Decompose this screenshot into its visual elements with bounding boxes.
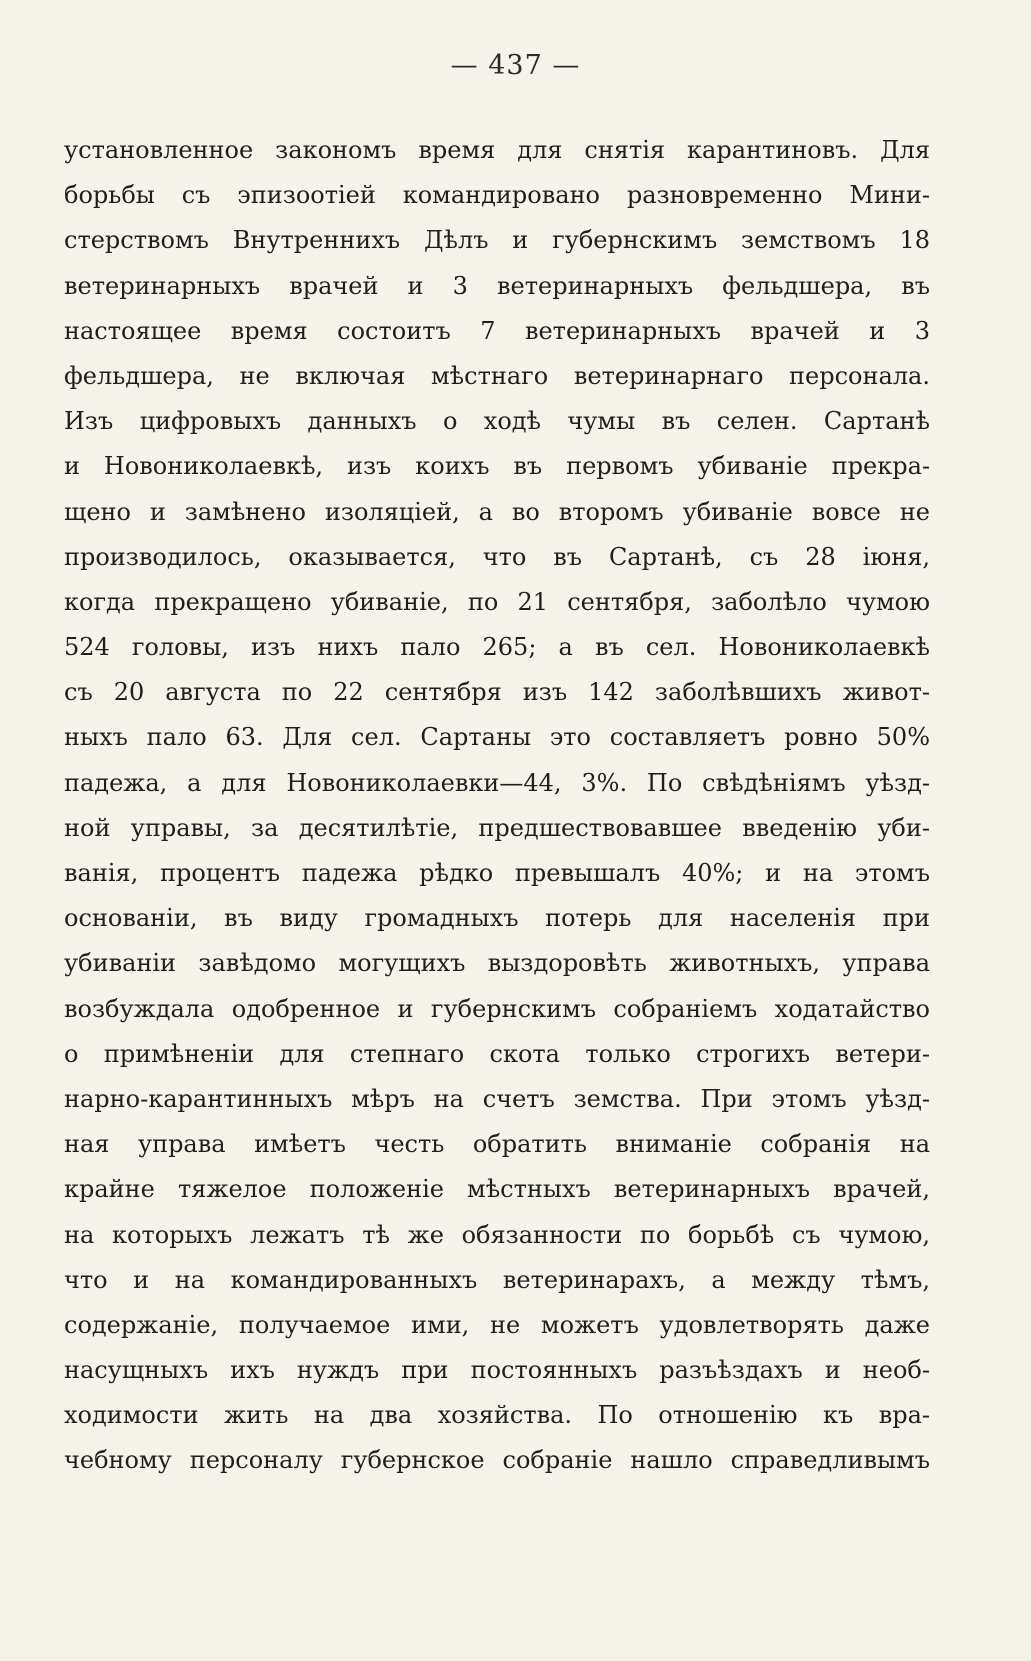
text-line: производилось, оказывается, что въ Сартанѣ, съ 28 іюня, bbox=[64, 542, 930, 571]
text-line: установленное закономъ время для снятія карантиновъ. Для bbox=[64, 136, 930, 164]
text-line: стерствомъ Внутреннихъ Дѣлъ и губернскимъ земствомъ 18 bbox=[64, 226, 930, 255]
text-line: щено и замѣнено изоляціей, а во второмъ убиваніе вовсе не bbox=[64, 497, 930, 526]
text-line: 524 головы, изъ нихъ пало 265; а въ сел. Новониколаевкѣ bbox=[64, 633, 930, 662]
text-line: о примѣненіи для степнаго скота только строгихъ ветери- bbox=[64, 1039, 930, 1068]
text-line: содержаніе, получаемое ими, не можетъ удовлетворять даже bbox=[64, 1310, 930, 1339]
text-line: ванія, процентъ падежа рѣдко превышалъ 40%; и на этомъ bbox=[64, 859, 930, 887]
text-line: насущныхъ ихъ нуждъ при постоянныхъ разъѣздахъ и необ- bbox=[64, 1356, 930, 1385]
text-line: основаніи, въ виду громадныхъ потерь для населенія при bbox=[64, 904, 930, 933]
text-line: крайне тяжелое положеніе мѣстныхъ ветеринарныхъ врачей, bbox=[64, 1175, 930, 1204]
text-line: съ 20 августа по 22 сентября изъ 142 заболѣвшихъ живот- bbox=[64, 678, 930, 707]
text-line: ныхъ пало 63. Для сел. Сартаны это составляетъ ровно 50% bbox=[64, 723, 930, 752]
text-line: возбуждала одобренное и губернскимъ собраніемъ ходатайство bbox=[64, 994, 930, 1023]
text-line: и Новониколаевкѣ, изъ коихъ въ первомъ убиваніе прекра- bbox=[64, 452, 930, 481]
text-line: нарно-карантинныхъ мѣръ на счетъ земства. При этомъ уѣзд- bbox=[64, 1084, 930, 1113]
text-line: фельдшера, не включая мѣстнаго ветеринарнаго персонала. bbox=[64, 361, 930, 390]
text-line: падежа, а для Новониколаевки—44, 3%. По свѣдѣніямъ уѣзд- bbox=[64, 768, 930, 797]
text-line: борьбы съ эпизоотіей командировано разновременно Мини- bbox=[64, 181, 930, 210]
text-line: на которыхъ лежатъ тѣ же обязанности по борьбѣ съ чумою, bbox=[64, 1220, 930, 1249]
text-line: что и на командированныхъ ветеринарахъ, а между тѣмъ, bbox=[64, 1265, 930, 1294]
body-text bbox=[64, 128, 930, 1484]
text-line: ходимости жить на два хозяйства. По отношенію къ вра- bbox=[64, 1401, 930, 1430]
text-line: убиваніи завѣдомо могущихъ выздоровѣть животныхъ, управа bbox=[64, 949, 930, 978]
page-number: — 437 — bbox=[450, 50, 581, 81]
text-line: ная управа имѣетъ честь обратить вниманіе собранія на bbox=[64, 1130, 930, 1159]
text-line: ной управы, за десятилѣтіе, предшествовавшее введенію уби- bbox=[64, 813, 930, 842]
text-line: чебному персоналу губернское собраніе нашло справедливымъ bbox=[64, 1446, 930, 1475]
text-line: настоящее время состоитъ 7 ветеринарныхъ врачей и 3 bbox=[64, 316, 930, 345]
text-line: ветеринарныхъ врачей и 3 ветеринарныхъ фельдшера, въ bbox=[64, 271, 930, 300]
text-line: когда прекращено убиваніе, по 21 сентября, заболѣло чумою bbox=[64, 587, 930, 616]
text-line: Изъ цифровыхъ данныхъ о ходѣ чумы въ селен. Сартанѣ bbox=[64, 407, 930, 436]
